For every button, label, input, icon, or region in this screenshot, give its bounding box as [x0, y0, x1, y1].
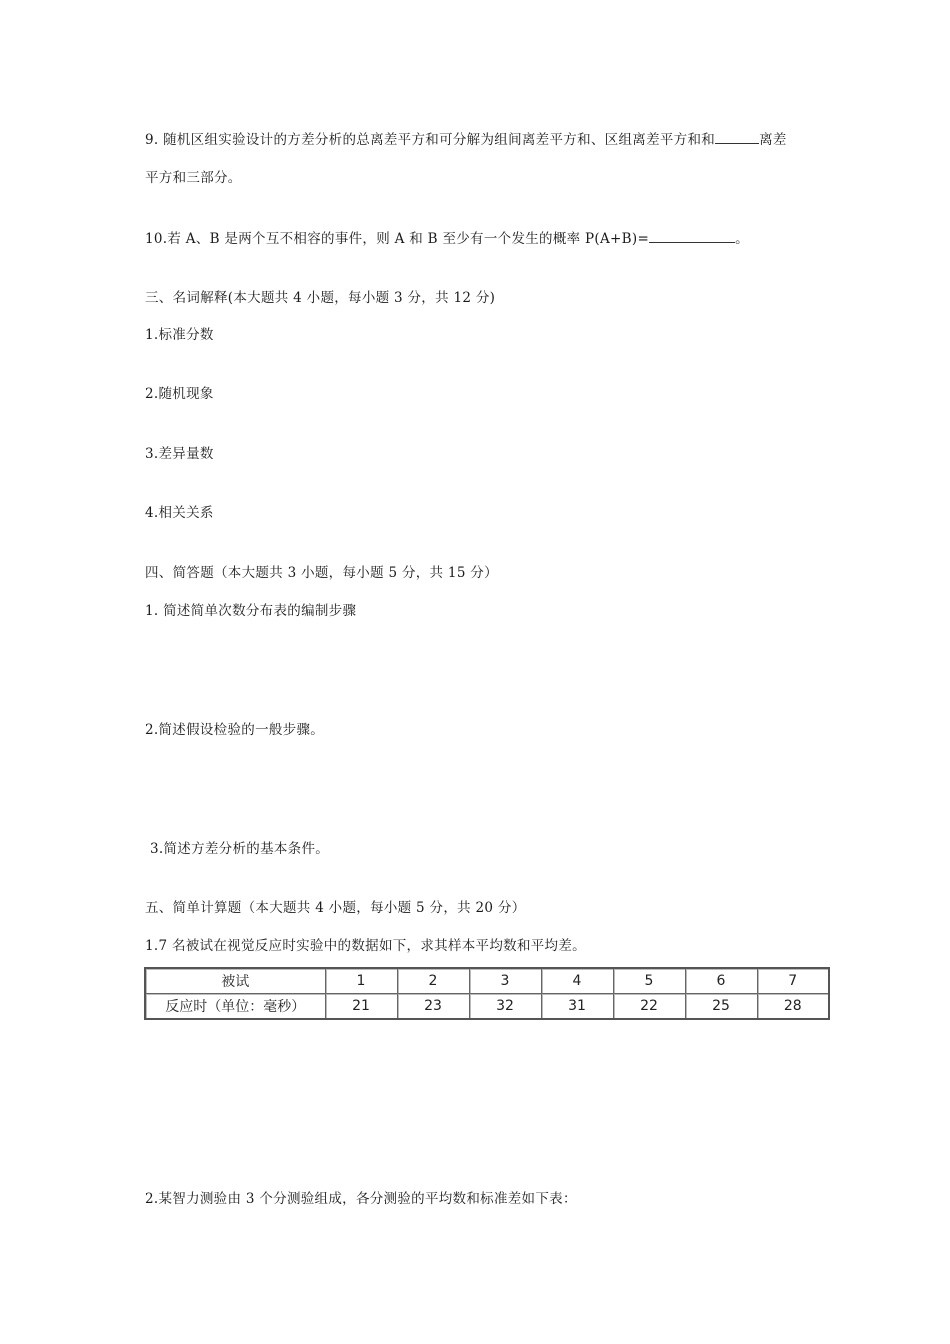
- term-item: 1.标准分数: [145, 327, 214, 343]
- table-cell: 5: [613, 968, 685, 994]
- table-cell: 23: [397, 994, 469, 1020]
- table-cell: 6: [685, 968, 757, 994]
- short-answer-item: 3.简述方差分析的基本条件。: [150, 841, 330, 857]
- term-item: 3.差异量数: [145, 446, 214, 462]
- answer-blank: [649, 230, 735, 243]
- table-row: [145, 968, 829, 994]
- term-item: 4.相关关系: [145, 505, 214, 521]
- short-answer-item: 1. 简述简单次数分布表的编制步骤: [145, 603, 357, 619]
- calc-question-2: 2.某智力测验由 3 个分测验组成，各分测验的平均数和标准差如下表：: [145, 1191, 577, 1207]
- table-cell: 31: [541, 994, 613, 1020]
- reaction-time-table: [144, 967, 830, 1020]
- table-cell: 4: [541, 968, 613, 994]
- question-9-text: 9. 随机区组实验设计的方差分析的总离差平方和可分解为组间离差平方和、区组离差平方和和: [145, 132, 716, 148]
- term-item: 2.随机现象: [145, 386, 214, 402]
- table-cell: 32: [469, 994, 541, 1020]
- calc-question-1: 1.7 名被试在视觉反应时实验中的数据如下，求其样本平均数和平均差。: [145, 938, 586, 954]
- table-cell: 3: [469, 968, 541, 994]
- answer-blank: [715, 131, 759, 144]
- question-9-suffix: 离差: [759, 132, 787, 148]
- table-cell: 25: [685, 994, 757, 1020]
- section-4-title: 四、简答题（本大题共 3 小题，每小题 5 分，共 15 分）: [145, 565, 498, 581]
- table-cell: 22: [613, 994, 685, 1020]
- question-10-suffix: 。: [735, 231, 749, 247]
- table-row: [145, 994, 829, 1020]
- section-3-title: 三、名词解释(本大题共 4 小题，每小题 3 分，共 12 分): [145, 290, 496, 306]
- table-cell: 7: [757, 968, 829, 994]
- question-10-text: 10.若 A、B 是两个互不相容的事件，则 A 和 B 至少有一个发生的概率 P(A+B)=: [145, 231, 650, 247]
- question-10: [145, 227, 749, 247]
- table-cell: 2: [397, 968, 469, 994]
- short-answer-item: 2.简述假设检验的一般步骤。: [145, 722, 325, 738]
- table-cell: 28: [757, 994, 829, 1020]
- table-cell: 21: [325, 994, 397, 1020]
- section-5-title: 五、简单计算题（本大题共 4 小题，每小题 5 分，共 20 分）: [145, 900, 526, 916]
- question-9-line1: [145, 128, 787, 148]
- table-header-cell: 被试: [145, 968, 325, 994]
- table-header-cell: 反应时（单位：毫秒）: [145, 994, 325, 1020]
- question-9-line2: 平方和三部分。: [145, 170, 242, 186]
- table-cell: 1: [325, 968, 397, 994]
